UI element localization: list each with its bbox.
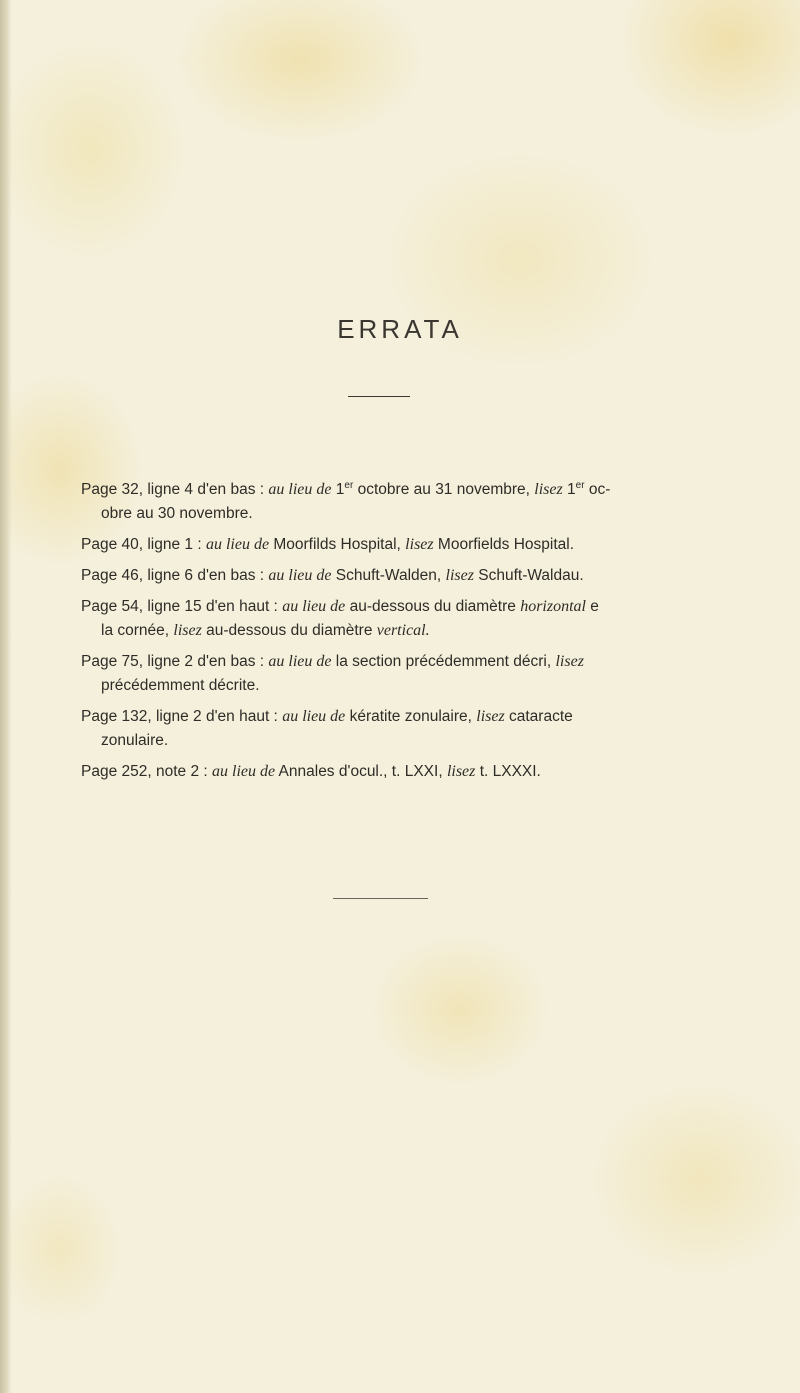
au-lieu-de-label: au lieu de — [205, 536, 270, 553]
au-lieu-de-label: au lieu de — [282, 708, 346, 725]
closing-rule — [333, 898, 428, 899]
entry-reference: Page 54, ligne 15 d'en haut : — [81, 598, 283, 615]
wrong-text: au-dessous du diamètre — [345, 598, 521, 615]
correct-text-rest: oc- — [584, 481, 611, 498]
au-lieu-de-label: au lieu de — [268, 481, 332, 498]
lisez-label: lisez — [173, 622, 202, 639]
errata-entry — [81, 705, 713, 753]
wrong-text: kératite zonulaire, — [345, 708, 477, 725]
entry-reference: Page 252, note 2 : — [81, 763, 212, 780]
errata-entry — [81, 478, 713, 526]
lisez-label: lisez — [555, 653, 584, 670]
entry-continuation: zonulaire. — [101, 732, 169, 749]
errata-entry — [81, 760, 713, 784]
lisez-label: lisez — [445, 567, 474, 584]
lisez-label: lisez — [476, 708, 505, 725]
entry-reference: Page 46, ligne 6 d'en bas : — [81, 567, 269, 584]
entry-continuation — [81, 619, 713, 643]
page-spine-shadow — [0, 0, 12, 1393]
lisez-label: lisez — [446, 763, 476, 780]
correct-text: Moorfields Hospital. — [433, 536, 575, 553]
entry-reference: Page 40, ligne 1 : — [81, 536, 206, 553]
entry-reference: Page 132, ligne 2 d'en haut : — [81, 708, 283, 725]
lisez-label: lisez — [534, 481, 563, 498]
correct-text: 1 — [562, 481, 576, 498]
page-title: ERRATA — [337, 314, 463, 344]
wrong-text-rest: e — [585, 598, 599, 615]
au-lieu-de-label: au lieu de — [268, 567, 332, 584]
errata-entry — [81, 564, 713, 588]
correct-superscript: er — [575, 479, 585, 491]
correct-text: au-dessous du diamètre — [201, 622, 377, 639]
entry-continuation: obre au 30 novembre. — [101, 505, 253, 522]
wrong-text-rest: octobre au 31 novembre, — [353, 481, 535, 498]
errata-entry — [81, 533, 713, 557]
entry-continuation: précédemment décrite. — [101, 677, 260, 694]
wrong-text: Annales d'ocul., t. LXXI, — [275, 763, 447, 780]
au-lieu-de-label: au lieu de — [212, 763, 276, 780]
continuation-text: la cornée, — [101, 622, 174, 639]
wrong-text: 1 — [331, 481, 345, 498]
errata-list — [81, 478, 713, 791]
correct-text: t. LXXXI. — [475, 763, 541, 780]
wrong-text: Moorfilds Hospital, — [269, 536, 406, 553]
correct-text: cataracte — [504, 708, 573, 725]
errata-entry — [81, 650, 713, 698]
wrong-superscript: er — [344, 479, 354, 491]
au-lieu-de-label: au lieu de — [268, 653, 332, 670]
wrong-text: la section précédemment décri, — [331, 653, 556, 670]
title-rule — [348, 396, 410, 397]
wrong-italic-text: horizontal — [520, 598, 586, 615]
au-lieu-de-label: au lieu de — [282, 598, 346, 615]
wrong-text: Schuft-Walden, — [331, 567, 446, 584]
errata-entry — [81, 595, 713, 643]
entry-reference: Page 32, ligne 4 d'en bas : — [81, 481, 269, 498]
correct-text: Schuft-Waldau. — [473, 567, 584, 584]
correct-italic-text: vertical. — [376, 622, 430, 639]
entry-reference: Page 75, ligne 2 d'en bas : — [81, 653, 269, 670]
lisez-label: lisez — [405, 536, 434, 553]
